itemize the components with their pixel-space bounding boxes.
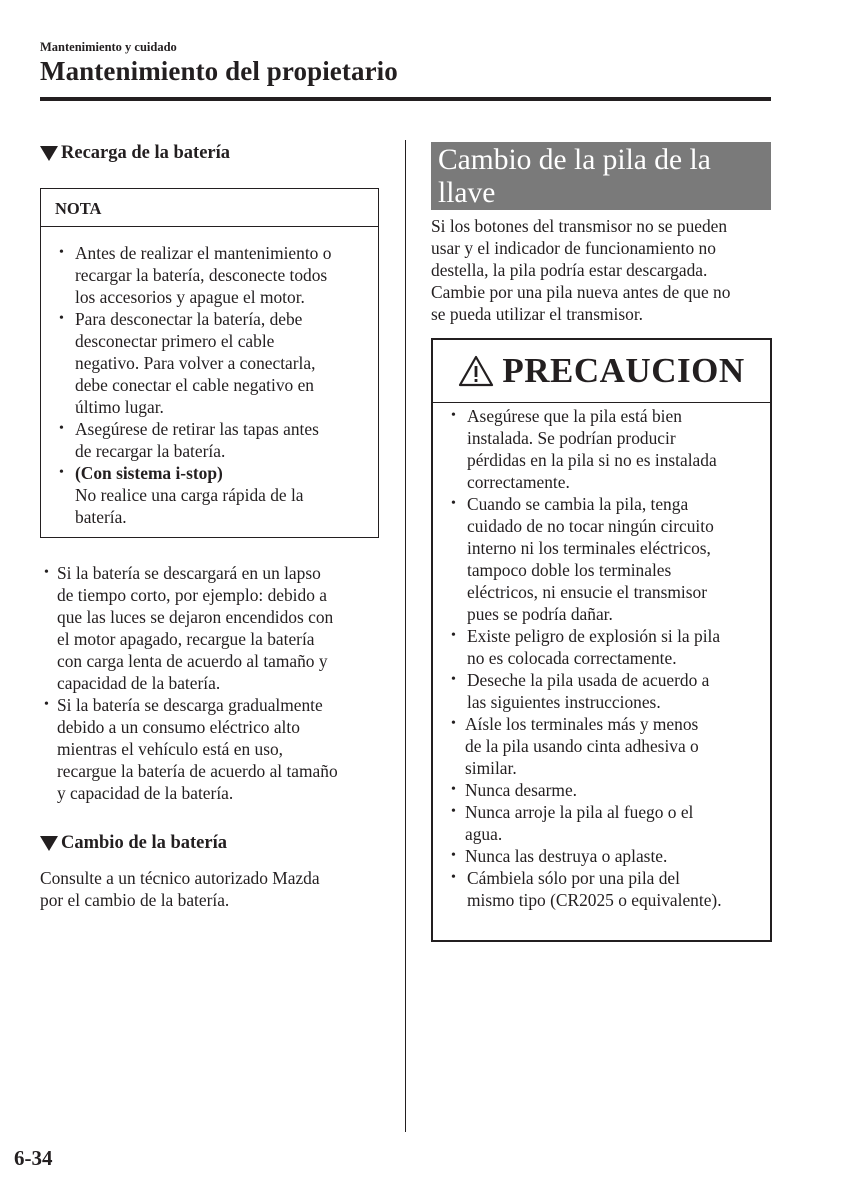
- list-item: [44, 562, 384, 694]
- list-item-line: agua.: [465, 824, 503, 844]
- section-title-block: [431, 142, 771, 210]
- bullet-icon: •: [59, 465, 64, 480]
- header-rule: [40, 97, 771, 101]
- bullet-icon: •: [59, 311, 64, 326]
- list-item-line: pérdidas en la pila si no es instalada: [467, 450, 717, 470]
- intro-line: se pueda utilizar el transmisor.: [431, 304, 644, 324]
- section-title-line: Cambio de la pila de la: [438, 144, 711, 176]
- list-item-line: último lugar.: [75, 397, 164, 417]
- cambio-heading-text: Cambio de la batería: [61, 833, 227, 853]
- precaucion-label: PRECAUCION: [502, 351, 745, 390]
- list-item-line: de tiempo corto, por ejemplo: debido a: [57, 585, 327, 605]
- cambio-heading: [40, 833, 227, 854]
- bullet-icon: •: [451, 782, 456, 797]
- bullet-icon: •: [59, 421, 64, 436]
- list-item-line: desconectar primero el cable: [75, 331, 275, 351]
- list-item-line: tampoco doble los terminales: [467, 560, 672, 580]
- precaucion-header: [433, 340, 770, 403]
- list-item-line: de la pila usando cinta adhesiva o: [465, 736, 699, 756]
- bullet-icon: •: [451, 716, 456, 731]
- list-item-line: de recargar la batería.: [75, 441, 226, 461]
- list-item: [451, 867, 771, 911]
- triangle-marker-icon: [40, 836, 58, 851]
- list-item-line: Si la batería se descargará en un lapso: [57, 563, 321, 583]
- list-item-line: Deseche la pila usada de acuerdo a: [467, 670, 710, 690]
- list-item: [451, 801, 771, 845]
- list-item-line: correctamente.: [467, 472, 570, 492]
- battery-bullet-list: [44, 562, 384, 804]
- list-item-line: mismo tipo (CR2025 o equivalente).: [467, 890, 722, 910]
- list-item: [59, 308, 379, 418]
- list-item-line: Nunca las destruya o aplaste.: [465, 846, 668, 866]
- list-item-line: negativo. Para volver a conectarla,: [75, 353, 316, 373]
- page-number: 6-34: [14, 1146, 53, 1170]
- list-item-line: Asegúrese de retirar las tapas antes: [75, 419, 319, 439]
- list-item-line: no es colocada correctamente.: [467, 648, 677, 668]
- list-item: [59, 418, 379, 462]
- list-item-line: batería.: [75, 507, 127, 527]
- intro-line: Cambie por una pila nueva antes de que no: [431, 282, 731, 302]
- list-item-line: pues se podría dañar.: [467, 604, 613, 624]
- list-item: [44, 694, 384, 804]
- bullet-icon: •: [451, 848, 456, 863]
- list-item-line: Si la batería se descarga gradualmente: [57, 695, 323, 715]
- list-item-line: Asegúrese que la pila está bien: [467, 406, 682, 426]
- list-item-bold-line: (Con sistema i-stop): [75, 463, 223, 483]
- list-item: [451, 713, 771, 779]
- nota-box: [40, 188, 379, 538]
- intro-paragraph: [431, 215, 776, 325]
- list-item: [59, 242, 379, 308]
- bullet-icon: •: [59, 245, 64, 260]
- list-item-line: interno ni los terminales eléctricos,: [467, 538, 711, 558]
- page-title: Mantenimiento del propietario: [40, 56, 398, 86]
- list-item-line: el motor apagado, recargue la batería: [57, 629, 315, 649]
- list-item-line: debe conectar el cable negativo en: [75, 375, 314, 395]
- cambio-line: Consulte a un técnico autorizado Mazda: [40, 868, 320, 888]
- warning-triangle-icon: [458, 355, 494, 387]
- precaucion-list: [451, 405, 771, 713]
- cambio-paragraph: [40, 867, 380, 911]
- list-item-line: Para desconectar la batería, debe: [75, 309, 303, 329]
- list-item: [451, 625, 771, 669]
- section-title-line: llave: [438, 177, 496, 209]
- recarga-heading: [40, 143, 230, 164]
- list-item: [451, 493, 771, 625]
- list-item-line: eléctricos, ni ensucie el transmisor: [467, 582, 708, 602]
- intro-line: usar y el indicador de funcionamiento no: [431, 238, 716, 258]
- list-item-line: No realice una carga rápida de la: [75, 485, 304, 505]
- list-item-line: Nunca desarme.: [465, 780, 578, 800]
- bullet-icon: •: [44, 565, 49, 580]
- precaucion-box: [431, 338, 772, 942]
- list-item-line: y capacidad de la batería.: [57, 783, 234, 803]
- list-item: [59, 462, 379, 528]
- list-item: [451, 779, 771, 801]
- bullet-icon: •: [451, 496, 456, 511]
- intro-line: destella, la pila podría estar descargada.: [431, 260, 708, 280]
- nota-label: NOTA: [41, 189, 378, 227]
- list-item-line: los accesorios y apague el motor.: [75, 287, 305, 307]
- list-item-line: Cámbiela sólo por una pila del: [467, 868, 680, 888]
- list-item-line: debido a un consumo eléctrico alto: [57, 717, 300, 737]
- list-item: [451, 405, 771, 493]
- bullet-icon: •: [451, 672, 456, 687]
- list-item-line: Nunca arroje la pila al fuego o el: [465, 802, 694, 822]
- list-item-line: cuidado de no tocar ningún circuito: [467, 516, 714, 536]
- bullet-icon: •: [451, 804, 456, 819]
- cambio-line: por el cambio de la batería.: [40, 890, 230, 910]
- nota-list: [59, 242, 379, 528]
- bullet-icon: •: [44, 697, 49, 712]
- list-item-line: que las luces se dejaron encendidos con: [57, 607, 334, 627]
- list-item-line: instalada. Se podrían producir: [467, 428, 676, 448]
- list-item-line: recargar la batería, desconecte todos: [75, 265, 328, 285]
- list-item: [451, 669, 771, 713]
- precaucion-last-list: [451, 867, 771, 911]
- list-item-line: capacidad de la batería.: [57, 673, 221, 693]
- bullet-icon: •: [451, 628, 456, 643]
- list-item-line: con carga lenta de acuerdo al tamaño y: [57, 651, 328, 671]
- bullet-icon: •: [451, 870, 456, 885]
- recarga-heading-text: Recarga de la batería: [61, 143, 231, 163]
- column-divider: [405, 140, 406, 1132]
- list-item-line: Cuando se cambia la pila, tenga: [467, 494, 689, 514]
- list-item-line: Antes de realizar el mantenimiento o: [75, 243, 332, 263]
- list-item-line: mientras el vehículo está en uso,: [57, 739, 284, 759]
- precaucion-sublist: [451, 713, 771, 867]
- list-item-line: las siguientes instrucciones.: [467, 692, 661, 712]
- section-label: Mantenimiento y cuidado: [40, 40, 177, 54]
- list-item-line: similar.: [465, 758, 517, 778]
- bullet-icon: •: [451, 408, 456, 423]
- list-item-line: Existe peligro de explosión si la pila: [467, 626, 721, 646]
- triangle-marker-icon: [40, 146, 58, 161]
- intro-line: Si los botones del transmisor no se pueden: [431, 216, 728, 236]
- list-item-line: Aísle los terminales más y menos: [465, 714, 699, 734]
- list-item: [451, 845, 771, 867]
- list-item-line: recargue la batería de acuerdo al tamaño: [57, 761, 338, 781]
